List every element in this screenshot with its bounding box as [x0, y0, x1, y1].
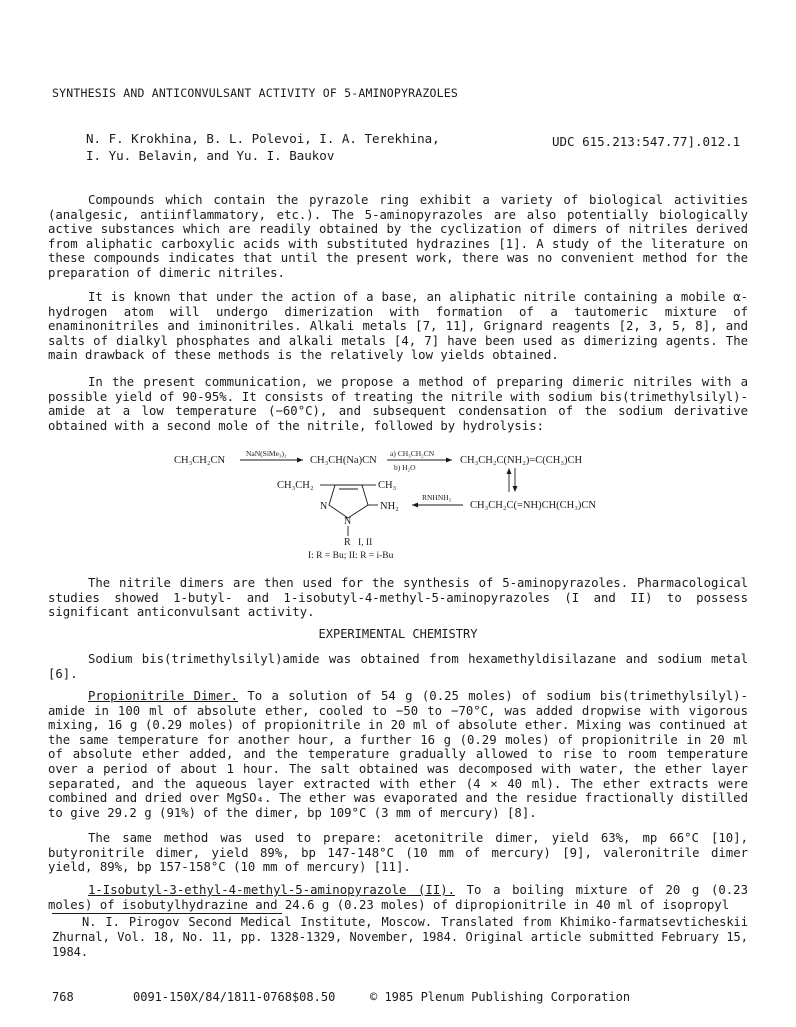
scheme-hydrazine: RNHNH₂	[422, 493, 452, 502]
background-paragraph: It is known that under the action of a base, an aliphatic nitrile containing a mobile α-hydrogen atom will undergo dimerization with formation of a tautomeric mixture of enaminonitriles and iminonitriles. Alkali metals [7, 11], Grignard reagents [2, 3, 5, 8], and salts of dialkyl phosphates and alkali metals [4, 7] have been used as dimerizing agents. The main drawback of these methods is the relatively low yields obtained.	[48, 290, 748, 363]
scheme-definitions: I: R = Bu; II: R = i-Bu	[308, 551, 394, 561]
page-number: 768	[52, 990, 74, 1004]
footnote-rule	[52, 913, 282, 914]
footnote: N. I. Pirogov Second Medical Institute, Moscow. Translated from Khimiko-farmatsevticheskii Zhurnal, Vol. 18, No. 11, pp. 1328-1329, November, 1984. Original article submitted February 15, 1984.	[52, 915, 748, 959]
scheme-compound-labels: I, II	[358, 538, 373, 548]
author-line-1: N. F. Krokhina, B. L. Polevoi, I. A. Terekhina,	[86, 131, 440, 146]
propionitrile-dimer-paragraph	[48, 689, 748, 820]
scheme-ring-methyl: CH₃	[378, 480, 397, 491]
udc-code: UDC 615.213:547.77].012.1	[552, 134, 741, 149]
scheme-reagent-2a: a) CH₃CH₂CN	[390, 449, 435, 458]
aminopyrazole-paragraph	[48, 883, 748, 912]
intro-paragraph: Compounds which contain the pyrazole ring exhibit a variety of biological activities (analgesic, antiinflammatory, etc.). The 5-aminopyrazoles are also potentially biologically active substances which are readily obtained by the cyclization of dimers of nitriles derived from aliphatic carboxylic acids with substituted hydrazines [1]. A study of the literature on these compounds indicates that until the present work, there was no convenient method for the preparation of dimeric nitriles.	[48, 193, 748, 280]
aminopyrazole-heading: 1-Isobutyl-3-ethyl-4-methyl-5-aminopyrazole (II).	[88, 883, 455, 897]
propionitrile-dimer-text: To a solution of 54 g (0.25 moles) of sodium bis(trimethylsilyl)-amide in 100 ml of absolute ether, cooled to −50 to −70°C, was added dropwise with vigorous mixing, 16 g (0.29 moles) of propionitrile in 20 ml of absolute ether. Mixing was continued at the same temperature for another hour, a further 16 g (0.29 moles) of propionitrile in 20 ml of absolute ether added, and the temperature gradually allowed to rise to room temperature over a period of about 1 hour. The salt obtained was decomposed with water, the ether layer separated, and the aqueous layer extracted with ether (4 × 40 ml). The ether extracts were combined and dried over MgSO₄. The ether was evaporated and the residue fractionally distilled to give 29.2 g (91%) of the dimer, bp 109°C (3 mm of mercury) [8].	[48, 689, 748, 820]
reaction-scheme	[160, 448, 760, 568]
author-line-2: I. Yu. Belavin, and Yu. I. Baukov	[86, 148, 335, 163]
author-list	[86, 130, 506, 164]
propionitrile-dimer-heading: Propionitrile Dimer.	[88, 689, 239, 703]
scheme-ring-amino: NH₂	[380, 501, 399, 512]
scheme-ring-n1: N	[344, 516, 352, 527]
scheme-enamine: CH₃CH₂C(NH₂)=C(CH₃)CH	[460, 455, 583, 466]
doi-code: 0091-150X/84/1811-0768$08.50	[133, 990, 336, 1004]
section-heading: EXPERIMENTAL CHEMISTRY	[318, 627, 478, 641]
aminopyrazole-text: To a boiling mixture of 20 g (0.23 moles) of isobutylhydrazine and 24.6 g (0.23 moles) of dipropionitrile in 40 ml of isopropyl	[48, 883, 748, 912]
copyright-notice: © 1985 Plenum Publishing Corporation	[370, 990, 631, 1004]
scheme-ring-r: R	[344, 537, 351, 548]
scheme-intermediate: CH₃CH(Na)CN	[310, 455, 377, 466]
pharmacology-paragraph: The nitrile dimers are then used for the synthesis of 5-aminopyrazoles. Pharmacological studies showed 1-butyl- and 1-isobutyl-4-methyl-5-aminopyrazoles (I and II) to possess significant anticonvulsant activity.	[48, 576, 748, 620]
method-paragraph: In the present communication, we propose a method of preparing dimeric nitriles with a possible yield of 90-95%. It consists of treating the nitrile with sodium bis(trimethylsilyl)-amide at a low temperature (−60°C), and subsequent condensation of the sodium derivative obtained with a second mole of the nitrile, followed by hydrolysis:	[48, 375, 748, 433]
other-dimers-paragraph: The same method was used to prepare: acetonitrile dimer, yield 63%, mp 66°C [10], butyronitrile dimer, yield 89%, bp 147-148°C (10 mm of mercury) [9], valeronitrile dimer yield, 89%, bp 157-158°C (10 mm of mercury) [11].	[48, 831, 748, 875]
reagent-paragraph: Sodium bis(trimethylsilyl)amide was obtained from hexamethyldisilazane and sodium metal [6].	[48, 652, 748, 681]
article-title: SYNTHESIS AND ANTICONVULSANT ACTIVITY OF 5-AMINOPYRAZOLES	[52, 86, 459, 100]
scheme-ring-ethyl: CH₃CH₂	[277, 480, 314, 491]
scheme-reagent-1: NaN(SiMe₃)₂	[246, 449, 287, 458]
scheme-reagent-2b: b) H₂O	[394, 463, 416, 472]
scheme-ring-n2: N	[320, 501, 328, 512]
scheme-imine: CH₃CH₂C(=NH)CH(CH₃)CN	[470, 500, 596, 511]
scheme-reactant: CH₃CH₂CN	[174, 455, 226, 466]
